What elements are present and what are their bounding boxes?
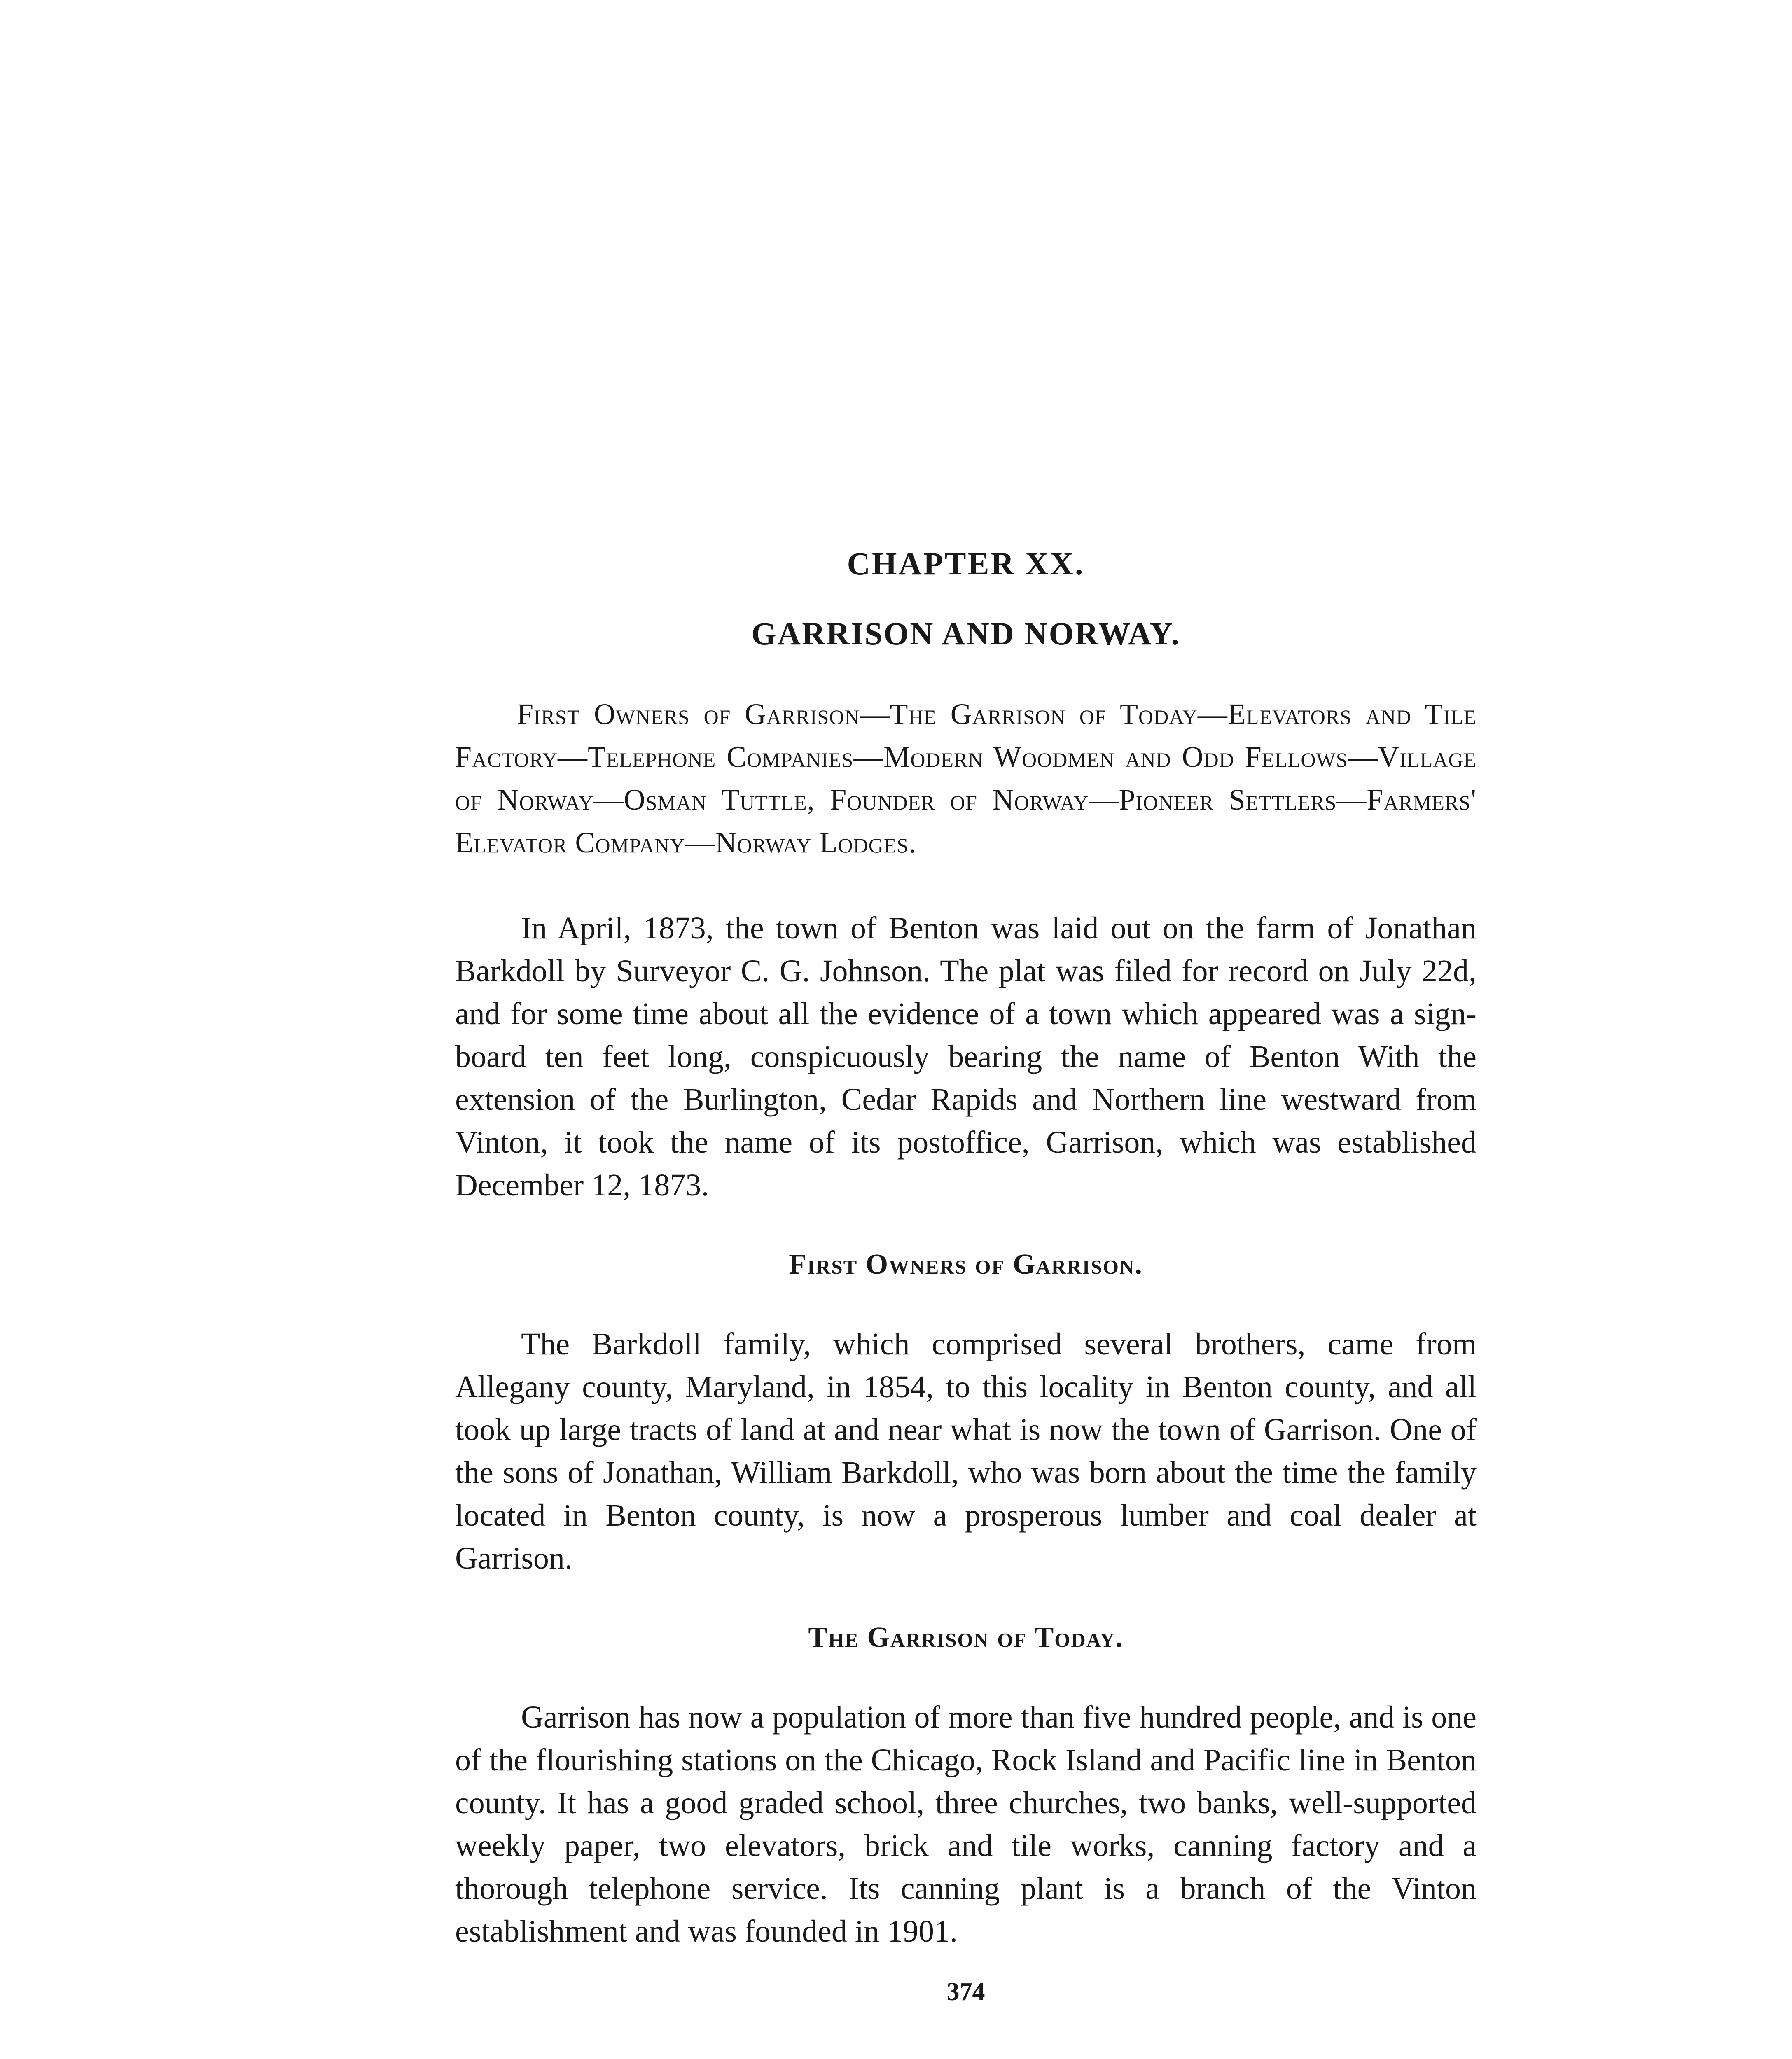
paragraph-garrison-today: Garrison has now a population of more than five hundred people, and is one of the flourishing stations on the Chicago, Rock Island and Pacific line in Benton county. It has a good graded school, three churches, two banks, well-supported weekly paper, two elevators, brick and tile works, canning factory and a thorough telephone service. Its canning plant is a branch of the Vinton establishment and was founded in 1901. <box>455 1700 1477 1949</box>
section-heading-first-owners: First Owners of Garrison. <box>789 1249 1143 1280</box>
page-number: 374 <box>946 1978 985 2006</box>
intro-paragraph: In April, 1873, the town of Benton was laid out on the farm of Jonathan Barkdoll by Surveyor C. G. Johnson. The plat was filed for record on July 22d, and for some time about all the evidence of a town which appeared was a sign-board ten feet long, conspicuously bearing the name of Benton With the extension of the Burlington, Cedar Rapids and Northern line westward from Vinton, it took the name of its postoffice, Garrison, which was established December 12, 1873. <box>455 911 1477 1202</box>
paragraph-first-owners: The Barkdoll family, which comprised several brothers, came from Allegany county, Maryland, in 1854, to this locality in Benton county, and all took up large tracts of land at and near what is now the town of Garrison. One of the sons of Jonathan, William Barkdoll, who was born about the time the family located in Benton county, is now a prosperous lumber and coal dealer at Garrison. <box>455 1327 1477 1576</box>
chapter-title: GARRISON AND NORWAY. <box>751 616 1180 651</box>
chapter-synopsis: First Owners of Garrison—The Garrison of Today—Elevators and Tile Factory—Telephone Companies—Modern Woodmen and Odd Fellows—Village of Norway—Osman Tuttle, Founder of Norway—Pioneer Settlers—Farmers' Elevator Company—Norway Lodges. <box>455 698 1477 859</box>
section-heading-garrison-today: The Garrison of Today. <box>808 1622 1124 1653</box>
book-page <box>455 548 1477 2005</box>
chapter-number: CHAPTER XX. <box>847 546 1085 581</box>
